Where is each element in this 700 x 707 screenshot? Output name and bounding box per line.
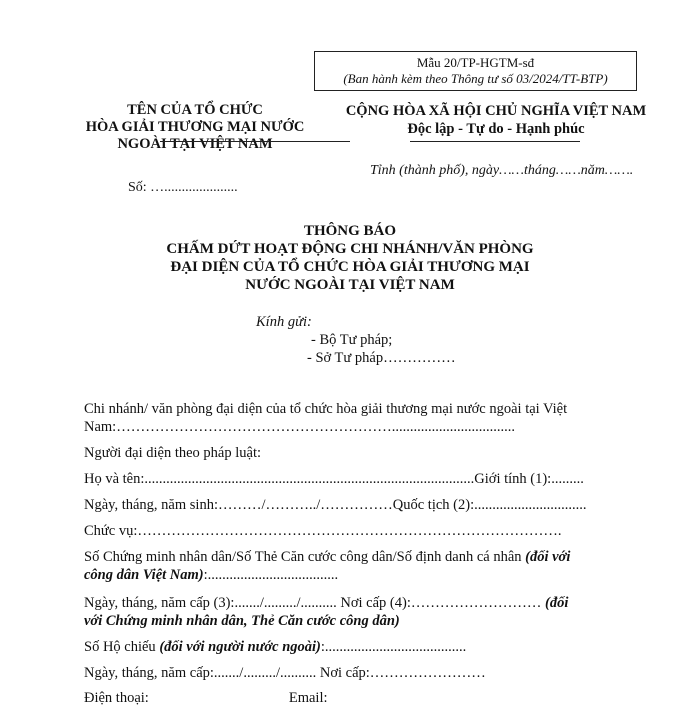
id-number-note: (đối với [525,549,571,565]
passport-issue-line: Ngày, tháng, năm cấp:......./........./.......... Nơi cấp:…………………… [84,665,486,681]
recipient-department: - Sở Tư pháp…………… [307,350,456,366]
form-issued-by: (Ban hành kèm theo Thông tư số 03/2024/TT-BTP) [343,71,608,86]
title-line: ĐẠI DIỆN CỦA TỔ CHỨC HÒA GIẢI THƯƠNG MẠI [170,259,530,275]
title-line: NƯỚC NGOÀI TẠI VIỆT NAM [245,277,455,293]
id-number-dots: :.................................... [203,567,339,583]
id-number-text: Số Chứng minh nhân dân/Số Thẻ Căn cước công dân/Số định danh cá nhân [84,549,526,565]
issue-date-note: (đối [544,595,569,611]
recipients-label: Kính gửi: [256,314,312,330]
issue-date-note-2: với Chứng minh nhân dân, Thẻ Căn cước công dân) [84,613,400,629]
id-number-line-1 [84,548,624,566]
organization-name [60,102,330,153]
passport-line [84,638,624,656]
form-code: Mẫu 20/TP-HGTM-sđ [416,55,535,70]
id-number-line-2 [84,566,624,584]
motto-divider [410,141,580,142]
date-of-birth-field: Ngày, tháng, năm sinh:………/………../……………Quốc tịch (2):............................... [84,497,587,513]
contact-line [84,689,624,707]
email-label: Email: [288,690,328,706]
position-field: Chức vụ:……………………………………………………………………………. [84,523,562,539]
full-name-field: Họ và tên:...........................................................................................Giới tính (1):......... [84,471,584,487]
org-line: TÊN CỦA TỔ CHỨC [127,102,263,118]
org-line: HÒA GIẢI THƯƠNG MẠI NƯỚC [85,119,305,135]
form-code-box [314,51,637,91]
legal-representative-label: Người đại diện theo pháp luật: [84,445,262,461]
org-line: NGOÀI TẠI VIỆT NAM [117,136,273,152]
id-number-note-2: công dân Việt Nam) [84,567,204,583]
title-line: CHẤM DỨT HOẠT ĐỘNG CHI NHÁNH/VĂN PHÒNG [166,241,534,257]
national-heading [330,102,662,138]
org-divider [160,141,350,142]
national-motto: Độc lập - Tự do - Hạnh phúc [407,121,585,137]
branch-line-2: Nam:………………………………………………….................................. [84,419,515,435]
issue-date-text: Ngày, tháng, năm cấp (3):......./........./.......... Nơi cấp (4):……………………… [84,595,545,611]
nation-name: CỘNG HÒA XÃ HỘI CHỦ NGHĨA VIỆT NAM [345,103,647,119]
issue-date-line-1 [84,594,624,612]
phone-label: Điện thoại: [84,690,149,706]
place-date-line: Tỉnh (thành phố), ngày……tháng……năm……. [370,163,634,178]
document-title [100,222,600,294]
recipient-ministry: - Bộ Tư pháp; [311,332,393,348]
branch-line-1: Chi nhánh/ văn phòng đại diện của tổ chức hòa giải thương mại nước ngoài tại Việt [84,401,568,417]
document-number: Số: …..................... [128,180,238,195]
passport-text: Số Hộ chiếu [84,639,160,655]
passport-dots: :....................................... [320,639,467,655]
title-line: THÔNG BÁO [303,223,397,239]
passport-note: (đối với người nước ngoài) [159,639,321,655]
